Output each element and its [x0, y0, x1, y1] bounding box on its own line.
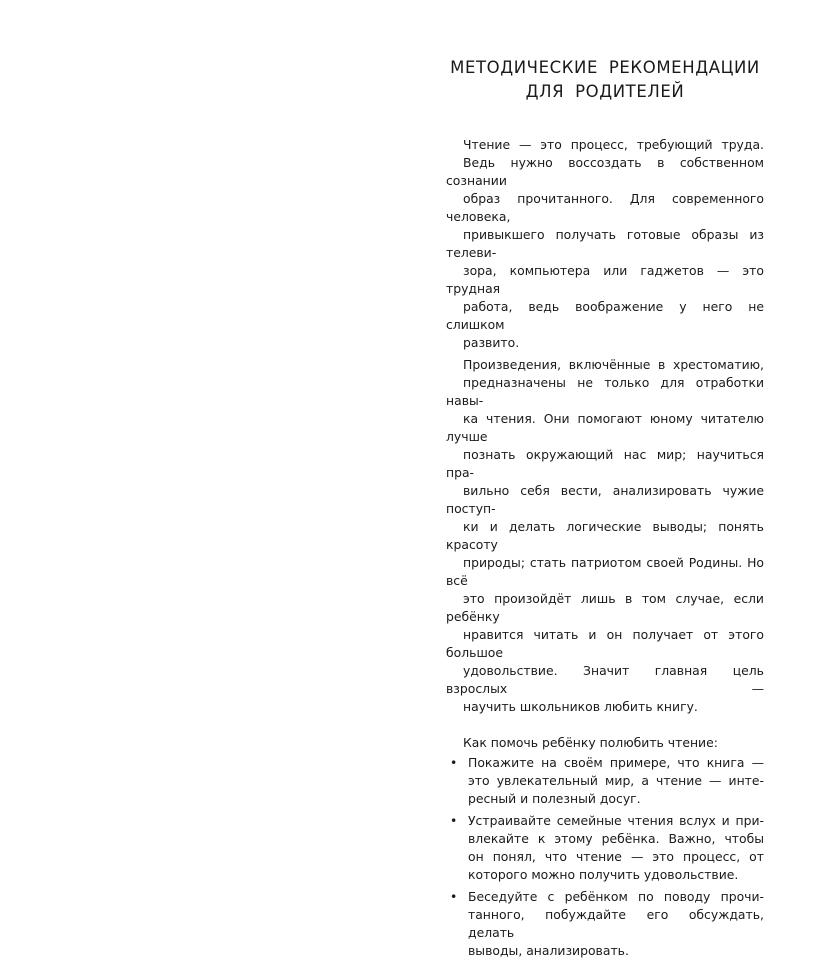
text-line: удовольствие. Значит главная цель взрослых — [446, 663, 764, 696]
text-line: нравится читать и он получает от этого большое [446, 627, 764, 660]
text-line: научить школьников любить книгу. [463, 699, 698, 714]
text-line: познать окружающий нас мир; научиться пра- [446, 447, 764, 480]
text-line: вильно себя вести, анализировать чужие поступ- [446, 483, 764, 516]
bullet-icon: • [450, 813, 458, 828]
bullet-icon: • [450, 889, 458, 904]
text-line: он понял, что чтение — это процесс, от [468, 849, 764, 864]
text-line: развито. [463, 335, 520, 350]
text-line: зора, компьютера или гаджетов — это трудная [446, 263, 764, 296]
text-line: Ведь нужно воссоздать в собственном сознании [446, 155, 764, 188]
text-line: которого можно получить удовольствие. [468, 867, 739, 882]
paragraph-anthology-purpose [446, 356, 764, 716]
paragraph-reading-effort [446, 136, 764, 352]
text-line: это увлекательный мир, а чтение — инте- [468, 773, 764, 788]
book-page [446, 56, 764, 964]
title-line: МЕТОДИЧЕСКИЕ РЕКОМЕНДАЦИИ [450, 58, 760, 77]
page-title [446, 56, 764, 104]
text-line: танного, побуждайте его обсуждать, делать [468, 907, 764, 940]
bullet-icon: • [450, 755, 458, 770]
text-line: привыкшего получать готовые образы из телеви- [446, 227, 764, 260]
list-intro: Как помочь ребёнку полюбить чтение: [463, 735, 718, 750]
text-line: работа, ведь воображение у него не слишком [446, 299, 764, 332]
list-item [446, 888, 764, 960]
title-line: ДЛЯ РОДИТЕЛЕЙ [525, 82, 685, 101]
text-line: Произведения, включённые в хрестоматию, [463, 357, 764, 372]
tips-list [446, 754, 764, 960]
text-line: Чтение — это процесс, требующий труда. [463, 137, 764, 152]
text-line: ресный и полезный досуг. [468, 791, 641, 806]
page-body [446, 136, 764, 960]
text-line: это произойдёт лишь в том случае, если ребёнку [446, 591, 764, 624]
text-line: Покажите на своём примере, что книга — [468, 755, 764, 770]
text-line: ка чтения. Они помогают юному читателю лучше [446, 411, 764, 444]
list-item [446, 812, 764, 884]
text-line: Устраивайте семейные чтения вслух и при- [468, 813, 764, 828]
list-item [446, 754, 764, 808]
text-line: выводы, анализировать. [468, 943, 629, 958]
text-line: Беседуйте с ребёнком по поводу прочи- [468, 889, 764, 904]
text-line: влекайте к этому ребёнка. Важно, чтобы [468, 831, 764, 846]
text-line: природы; стать патриотом своей Родины. Но всё [446, 555, 764, 588]
text-line: образ прочитанного. Для современного человека, [446, 191, 764, 224]
text-line: ки и делать логические выводы; понять красоту [446, 519, 764, 552]
text-line: предназначены не только для отработки навы- [446, 375, 764, 408]
